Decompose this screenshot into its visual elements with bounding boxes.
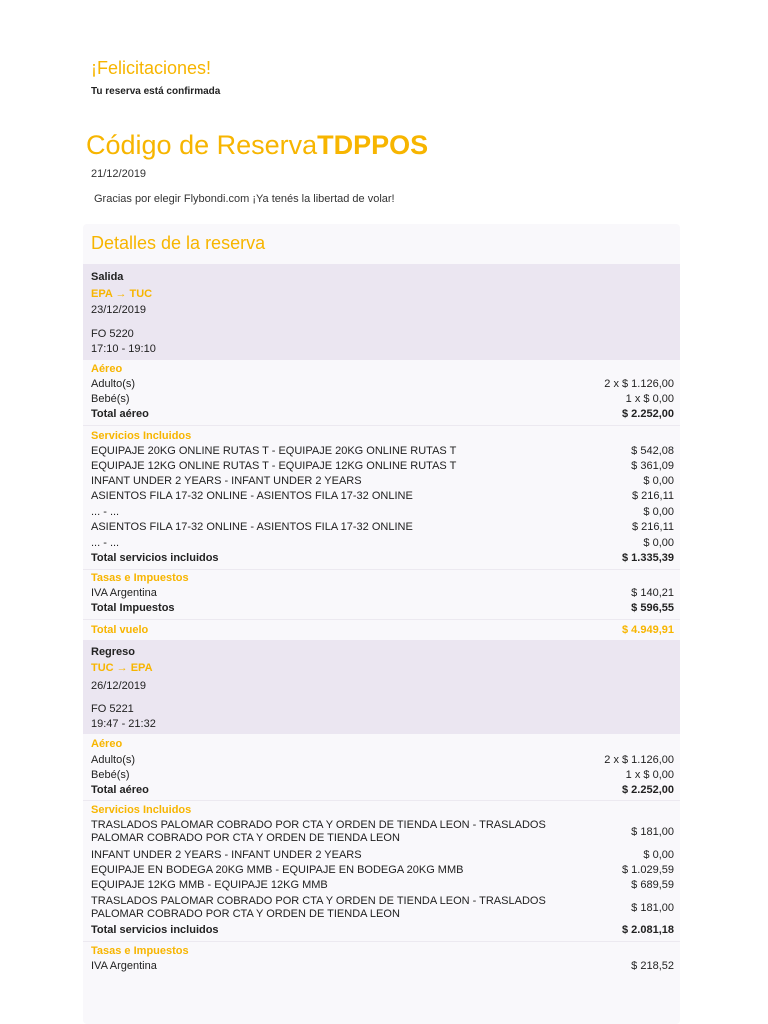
return-time: 19:47 - 21:32 <box>91 718 156 730</box>
return-services-total-value: $ 2.081,18 <box>622 924 674 936</box>
outbound-air-total-value: $ 2.252,00 <box>622 408 674 420</box>
outbound-service-value: $ 0,00 <box>643 475 674 487</box>
return-service-label: EQUIPAJE EN BODEGA 20KG MMB - EQUIPAJE EN BODEGA 20KG MMB <box>91 864 464 876</box>
return-infant-value: 1 x $ 0,00 <box>625 769 674 781</box>
outbound-infant-label: Bebé(s) <box>91 393 130 405</box>
outbound-service-label: EQUIPAJE 12KG ONLINE RUTAS T - EQUIPAJE 12KG ONLINE RUTAS T <box>91 460 457 472</box>
return-service-value: $ 181,00 <box>631 826 674 838</box>
outbound-air-total-label: Total aéreo <box>91 408 149 420</box>
return-services-title: Servicios Incluidos <box>91 804 192 816</box>
outbound-flight-total-label: Total vuelo <box>91 624 149 636</box>
outbound-service-label: ASIENTOS FILA 17-32 ONLINE - ASIENTOS FILA 17-32 ONLINE <box>91 521 413 533</box>
booking-code-heading <box>86 130 428 161</box>
return-air-total-value: $ 2.252,00 <box>622 784 674 796</box>
return-date: 26/12/2019 <box>91 680 147 692</box>
outbound-service-value: $ 361,09 <box>631 460 674 472</box>
return-service-label: TRASLADOS PALOMAR COBRADO POR CTA Y ORDEN DE TIENDA LEON - TRASLADOS PALOMAR COBRADO POR CTA Y ORDEN DE TIENDA LEON <box>91 895 546 920</box>
outbound-taxes-total-value: $ 596,55 <box>631 602 674 614</box>
outbound-service-label: ASIENTOS FILA 17-32 ONLINE - ASIENTOS FILA 17-32 ONLINE <box>91 490 413 502</box>
outbound-service-label: ... - ... <box>91 537 120 549</box>
outbound-service-value: $ 0,00 <box>643 537 674 549</box>
return-air-title: Aéreo <box>91 738 123 750</box>
outbound-infant-value: 1 x $ 0,00 <box>625 393 674 405</box>
outbound-adult-value: 2 x $ 1.126,00 <box>604 378 674 390</box>
return-adult-label: Adulto(s) <box>91 754 136 766</box>
return-service-label: INFANT UNDER 2 YEARS - INFANT UNDER 2 YEARS <box>91 849 362 861</box>
divider <box>83 569 680 570</box>
return-service-value: $ 1.029,59 <box>622 864 674 876</box>
outbound-taxes-title: Tasas e Impuestos <box>91 572 189 584</box>
outbound-taxes-total-label: Total Impuestos <box>91 602 175 614</box>
outbound-services-total-value: $ 1.335,39 <box>622 552 674 564</box>
outbound-service-label: EQUIPAJE 20KG ONLINE RUTAS T - EQUIPAJE 20KG ONLINE RUTAS T <box>91 445 457 457</box>
return-service-value: $ 689,59 <box>631 879 674 891</box>
outbound-flight-band <box>83 264 680 360</box>
return-adult-value: 2 x $ 1.126,00 <box>604 754 674 766</box>
outbound-service-value: $ 0,00 <box>643 506 674 518</box>
return-flight-band <box>83 640 680 734</box>
outbound-service-value: $ 216,11 <box>631 490 674 502</box>
outbound-time: 17:10 - 19:10 <box>91 343 156 355</box>
return-taxes-title: Tasas e Impuestos <box>91 945 189 957</box>
divider <box>83 619 680 620</box>
return-iva-label: IVA Argentina <box>91 960 157 972</box>
outbound-services-total-label: Total servicios incluidos <box>91 552 219 564</box>
return-services-total-label: Total servicios incluidos <box>91 924 219 936</box>
return-service-label: EQUIPAJE 12KG MMB - EQUIPAJE 12KG MMB <box>91 879 328 891</box>
divider <box>83 800 680 801</box>
outbound-label: Salida <box>91 271 124 283</box>
outbound-air-title: Aéreo <box>91 363 123 375</box>
outbound-iva-label: IVA Argentina <box>91 587 157 599</box>
return-infant-label: Bebé(s) <box>91 769 130 781</box>
outbound-date: 23/12/2019 <box>91 304 147 316</box>
outbound-adult-label: Adulto(s) <box>91 378 136 390</box>
return-service-label: TRASLADOS PALOMAR COBRADO POR CTA Y ORDEN DE TIENDA LEON - TRASLADOS PALOMAR COBRADO POR CTA Y ORDEN DE TIENDA LEON <box>91 819 546 844</box>
outbound-service-value: $ 216,11 <box>631 521 674 533</box>
greeting-title: ¡Felicitaciones! <box>91 58 212 78</box>
return-label: Regreso <box>91 646 136 658</box>
thanks-message: Gracias por elegir Flybondi.com ¡Ya tenés la libertad de volar! <box>94 193 395 205</box>
booking-code-value: TDPPOS <box>317 130 429 160</box>
outbound-flight-number: FO 5220 <box>91 328 134 340</box>
outbound-service-label: ... - ... <box>91 506 120 518</box>
divider <box>83 941 680 942</box>
outbound-service-value: $ 542,08 <box>631 445 674 457</box>
outbound-services-title: Servicios Incluidos <box>91 430 192 442</box>
details-title: Detalles de la reserva <box>91 233 266 253</box>
booking-date: 21/12/2019 <box>91 168 147 180</box>
outbound-route: EPA → TUC <box>91 288 153 300</box>
return-flight-number: FO 5221 <box>91 703 134 715</box>
return-route: TUC → EPA <box>91 662 153 674</box>
outbound-flight-total-value: $ 4.949,91 <box>622 624 674 636</box>
outbound-iva-value: $ 140,21 <box>631 587 674 599</box>
return-air-total-label: Total aéreo <box>91 784 149 796</box>
outbound-service-label: INFANT UNDER 2 YEARS - INFANT UNDER 2 YEARS <box>91 475 362 487</box>
booking-code-label: Código de Reserva <box>86 130 318 160</box>
return-iva-value: $ 218,52 <box>631 960 674 972</box>
return-service-value: $ 181,00 <box>631 902 674 914</box>
divider <box>83 425 680 426</box>
confirmation-subtitle: Tu reserva está confirmada <box>91 86 221 97</box>
return-service-value: $ 0,00 <box>643 849 674 861</box>
